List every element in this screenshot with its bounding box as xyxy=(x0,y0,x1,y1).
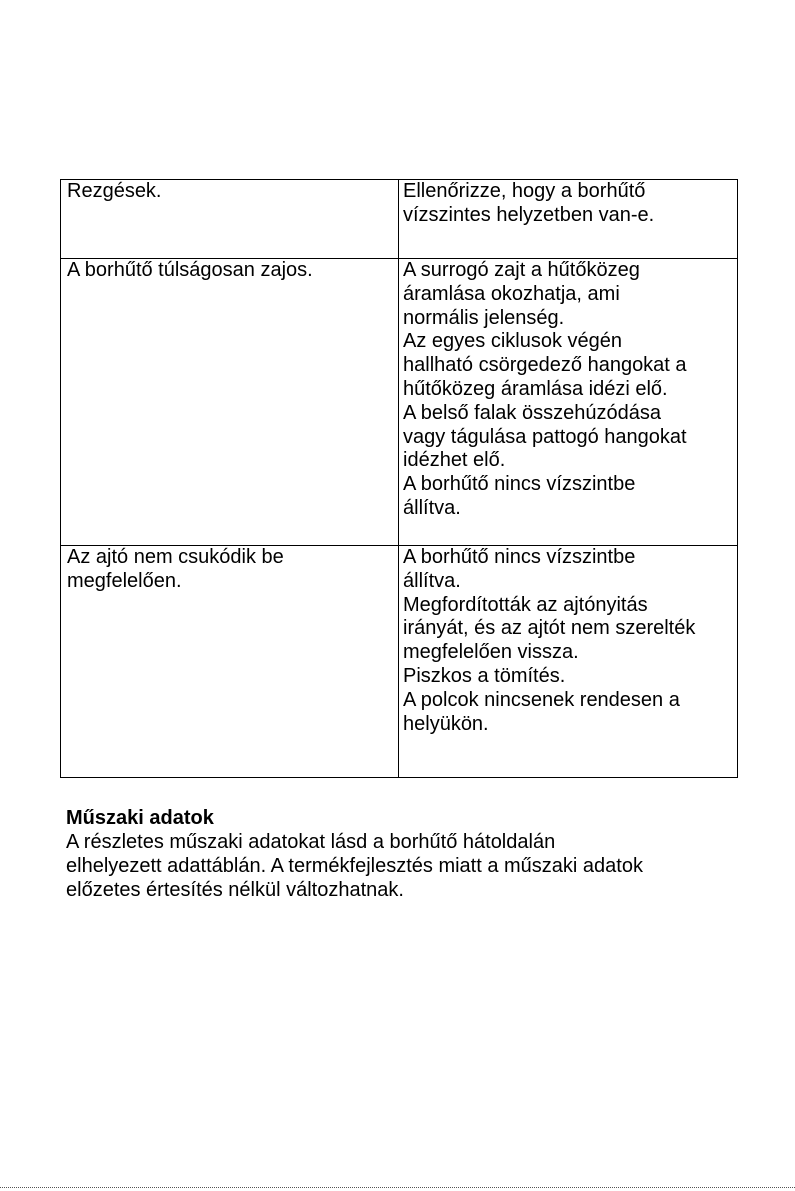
text-line: állítva. xyxy=(403,569,461,592)
problem-cell xyxy=(61,546,399,778)
text-line: Piszkos a tömítés. xyxy=(403,664,566,687)
section-heading: Műszaki adatok xyxy=(66,807,214,829)
text-line: elhelyezett adattáblán. A termékfejlesztés miatt a műszaki adatok xyxy=(66,855,643,877)
section-paragraph xyxy=(66,830,746,902)
text-line: Megfordították az ajtónyitás xyxy=(403,593,648,616)
text-line: Rezgések. xyxy=(67,180,162,202)
solution-cell xyxy=(399,546,738,778)
problem-text xyxy=(67,546,394,594)
text-line: A borhűtő nincs vízszintbe xyxy=(403,473,636,496)
problem-text xyxy=(67,259,394,283)
text-line: A surrogó zajt a hűtőközeg xyxy=(403,259,640,281)
text-line: Ellenőrizze, hogy a borhűtő xyxy=(403,180,646,202)
text-line: megfelelően. xyxy=(67,569,182,592)
problem-text xyxy=(67,180,394,204)
problem-cell xyxy=(61,259,399,546)
text-line: A polcok nincsenek rendesen a xyxy=(403,688,680,711)
text-line: A részletes műszaki adatokat lásd a borhűtő hátoldalán xyxy=(66,831,556,853)
text-line: hallható csörgedező hangokat a xyxy=(403,354,687,377)
table-row xyxy=(61,180,738,259)
text-line: normális jelenség. xyxy=(403,306,565,329)
text-line: vízszintes helyzetben van-e. xyxy=(403,203,655,226)
solution-text xyxy=(403,259,733,521)
solution-text xyxy=(403,180,733,228)
text-line: állítva. xyxy=(403,496,461,519)
troubleshooting-table xyxy=(60,179,738,778)
text-line: A borhűtő túlságosan zajos. xyxy=(67,259,313,281)
text-line: helyükön. xyxy=(403,712,489,735)
text-line: hűtőközeg áramlása idézi elő. xyxy=(403,377,668,400)
text-line: A borhűtő nincs vízszintbe xyxy=(403,546,636,568)
text-line: áramlása okozhatja, ami xyxy=(403,282,620,305)
text-line: megfelelően vissza. xyxy=(403,641,579,664)
solution-text xyxy=(403,546,733,736)
technical-data-section xyxy=(66,806,746,902)
table-row xyxy=(61,546,738,778)
text-line: irányát, és az ajtót nem szerelték xyxy=(403,617,696,640)
text-line: A belső falak összehúzódása xyxy=(403,401,661,424)
text-line: vagy tágulása pattogó hangokat xyxy=(403,425,687,448)
text-line: előzetes értesítés nélkül változhatnak. xyxy=(66,879,404,901)
solution-cell xyxy=(399,180,738,259)
solution-cell xyxy=(399,259,738,546)
problem-cell xyxy=(61,180,399,259)
table-row xyxy=(61,259,738,546)
text-line: idézhet elő. xyxy=(403,449,506,472)
text-line: Az egyes ciklusok végén xyxy=(403,330,623,353)
text-line: Az ajtó nem csukódik be xyxy=(67,546,284,568)
page-bottom-rule xyxy=(0,1187,795,1188)
